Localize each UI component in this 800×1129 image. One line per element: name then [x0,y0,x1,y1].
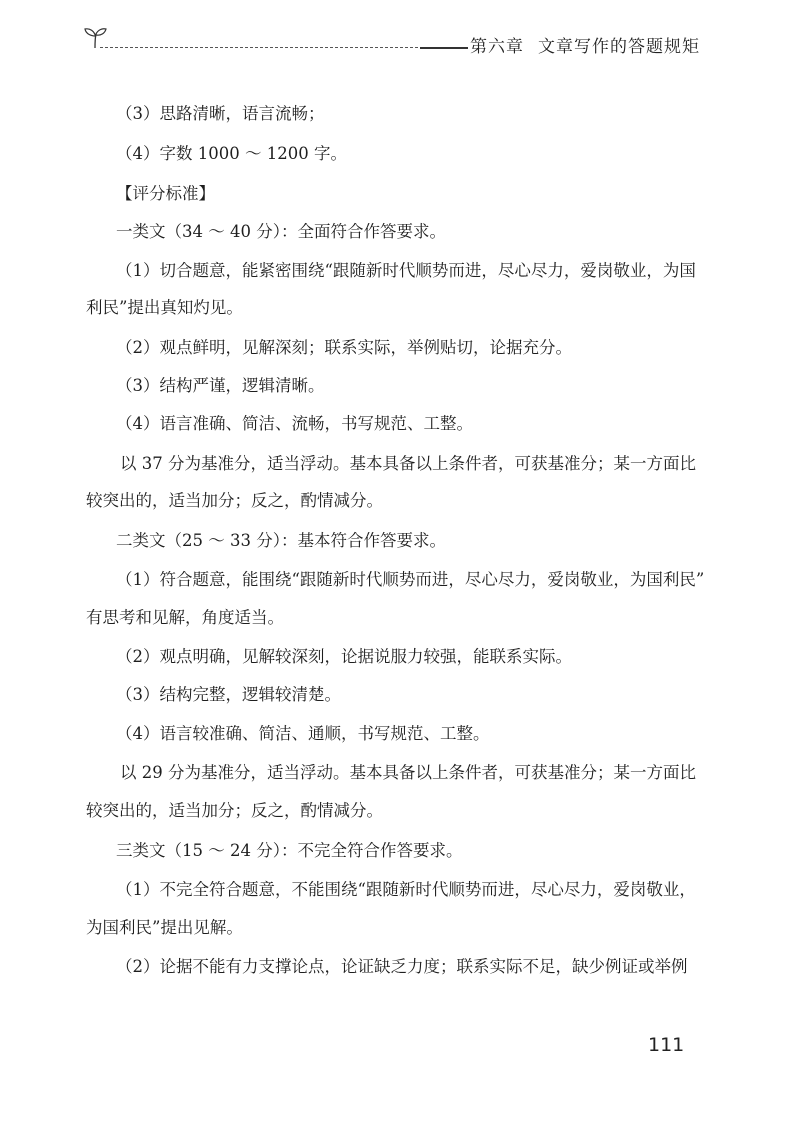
text-line: （3）结构严谨，逻辑清晰。 [116,376,325,395]
header-rule [100,47,468,48]
text-line: 以 29 分为基准分，适当浮动。基本具备以上条件者，可获基准分；某一方面比 [120,763,696,782]
text-line: 较突出的，适当加分；反之，酌情减分。 [86,801,383,820]
text-line: （1）不完全符合题意，不能围绕“跟随新时代顺势而进，尽心尽力，爱岗敬业， [116,880,696,899]
text-line: 较突出的，适当加分；反之，酌情减分。 [86,491,383,510]
chapter-label: 第六章 [470,37,524,57]
text-line: 以 37 分为基准分，适当浮动。基本具备以上条件者，可获基准分；某一方面比 [120,454,696,473]
text-line: 为国利民”提出见解。 [86,918,243,937]
category-heading: 三类文（15 ～ 24 分）：不完全符合作答要求。 [116,841,463,860]
text-line: （3）思路清晰，语言流畅； [116,104,325,123]
chapter-title: 文章写作的答题规矩 [538,37,700,57]
text-line: （2）观点鲜明，见解深刻；联系实际，举例贴切，论据充分。 [116,338,572,357]
text-line: （4）语言较准确、简洁、通顺，书写规范、工整。 [116,724,490,743]
text-line: （4）语言准确、简洁、流畅，书写规范、工整。 [116,414,473,433]
header-rule-accent [420,47,468,49]
text-line: （1）切合题意，能紧密围绕“跟随新时代顺势而进，尽心尽力，爱岗敬业，为国 [116,261,696,280]
page-number: 111 [648,1034,685,1056]
text-line: （1）符合题意，能围绕“跟随新时代顺势而进，尽心尽力，爱岗敬业，为国利民” [116,570,705,589]
text-line: （3）结构完整，逻辑较清楚。 [116,685,341,704]
text-line: 有思考和见解，角度适当。 [86,608,284,627]
text-line: （2）论据不能有力支撑论点，论证缺乏力度；联系实际不足，缺少例证或举例 [116,957,688,976]
section-heading: 【评分标准】 [116,184,215,203]
text-line: （2）观点明确，见解较深刻，论据说服力较强，能联系实际。 [116,647,572,666]
text-line: （4）字数 1000 ～ 1200 字。 [116,144,347,163]
running-header [470,32,700,57]
category-heading: 二类文（25 ～ 33 分）：基本符合作答要求。 [116,531,446,550]
text-line: 利民”提出真知灼见。 [86,298,243,317]
category-heading: 一类文（34 ～ 40 分）：全面符合作答要求。 [116,222,446,241]
